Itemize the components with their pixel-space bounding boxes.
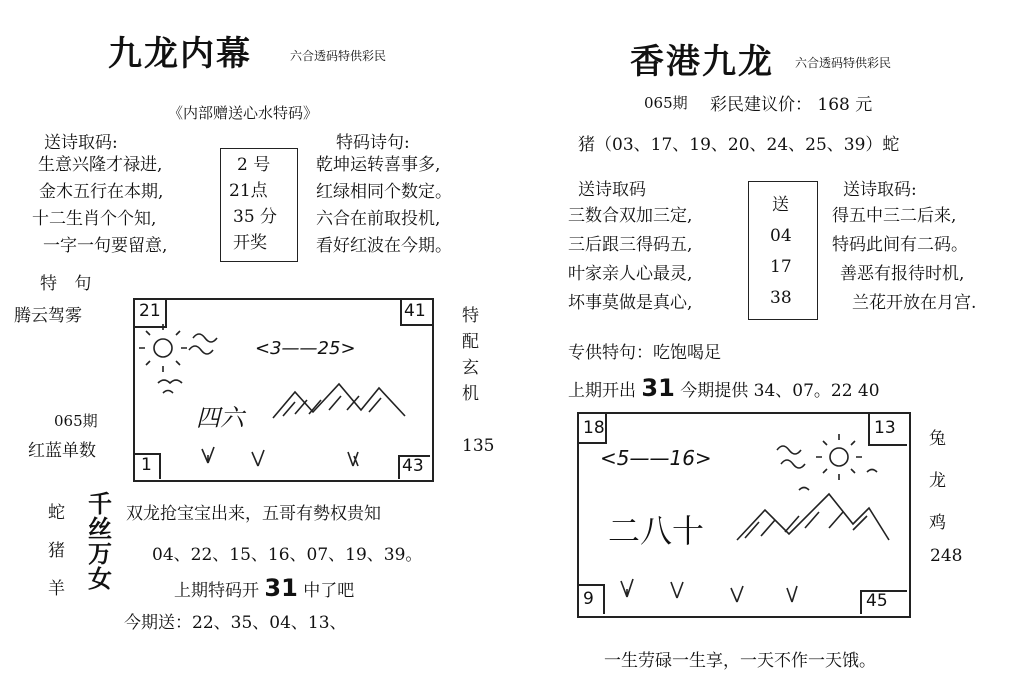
poem-line: 乾坤运转喜事多,	[316, 155, 441, 175]
last-suffix: 中了吧	[303, 581, 355, 601]
sun-icon	[830, 448, 848, 466]
cloud-icon	[189, 334, 217, 354]
poem-line: 一字一句要留意,	[43, 236, 168, 256]
right-subtitle: 六合透码特供彩民	[795, 56, 892, 70]
right-range: <5——16>	[600, 446, 712, 470]
left-corner-bl: 1	[141, 455, 152, 475]
side-char: 配	[462, 332, 479, 352]
last-number: 31	[641, 374, 675, 402]
left-poem-right	[316, 152, 452, 260]
draw-date: 2 号	[237, 155, 271, 175]
handwritten-big	[88, 492, 112, 592]
poem-line: 十二生肖个个知,	[32, 209, 157, 229]
left-last-draw	[174, 574, 354, 602]
poem-line: 红绿相同个数定。	[316, 182, 452, 202]
side-char: 机	[462, 384, 479, 404]
right-side-vertical	[929, 418, 946, 544]
right-poem-left-title: 送诗取码	[578, 180, 646, 200]
te-ju-label: 特 句	[40, 274, 98, 294]
poem-line: 善恶有报待时机,	[840, 264, 965, 284]
send-label: 送	[772, 195, 789, 215]
right-last-draw	[568, 374, 880, 402]
left-line1: 双龙抢宝宝出来，五哥有勢权贵知	[126, 504, 381, 524]
last-suffix: 今期提供 34、07。22 40	[680, 381, 880, 401]
right-poem-right	[832, 202, 976, 318]
side-char: 兔	[929, 429, 946, 449]
right-poem-left	[568, 202, 692, 318]
right-issue: 065期	[644, 94, 688, 112]
right-special: 专供特句：吃饱喝足	[568, 343, 721, 363]
poem-line: 兰花开放在月宫.	[852, 293, 977, 313]
zodiac-char: 蛇	[48, 503, 65, 523]
left-poem-right-title: 特码诗句:	[336, 133, 410, 153]
right-corner-tr: 13	[874, 418, 896, 438]
poem-line: 坏事莫做是真心,	[568, 293, 693, 313]
side-char: 特	[462, 306, 479, 326]
poem-line: 叶家亲人心最灵,	[568, 264, 693, 284]
left-poem-left-title: 送诗取码:	[44, 133, 118, 153]
left-title: 九龙内幕	[108, 34, 252, 74]
right-footer: 一生劳碌一生享，一天不作一天饿。	[604, 651, 876, 671]
left-zodiac	[48, 494, 65, 608]
bird-icon	[158, 380, 182, 393]
hand-char: 千	[88, 490, 112, 518]
side-char: 玄	[462, 358, 479, 378]
poem-line: 三数合双加三定,	[568, 206, 693, 226]
left-today: 今期送：22、35、04、13、	[124, 613, 347, 633]
last-prefix: 上期特码开	[174, 581, 259, 601]
poem-line: 看好红波在今期。	[316, 236, 452, 256]
right-corner-br: 45	[866, 591, 888, 611]
left-issue-text: 红蓝单数	[28, 441, 96, 461]
draw-hour: 21点	[229, 181, 268, 201]
send-number: 38	[770, 288, 792, 308]
last-prefix: 上期开出	[568, 381, 636, 401]
right-sketch	[577, 412, 907, 614]
bird-icon	[799, 470, 877, 491]
left-line2: 04、22、15、16、07、19、39。	[152, 545, 423, 565]
right-corner-bl: 9	[583, 589, 594, 609]
cloud-icon	[777, 446, 805, 468]
poem-line: 得五中三二后来,	[832, 206, 957, 226]
draw-minute: 35 分	[233, 207, 278, 227]
right-poem-right-title: 送诗取码:	[843, 180, 917, 200]
left-side-vertical	[462, 303, 479, 407]
left-poem-left	[32, 152, 168, 260]
send-box-numbers	[770, 190, 792, 314]
grass-icon	[621, 579, 797, 602]
poem-line: 生意兴隆才禄进,	[38, 155, 163, 175]
last-number: 31	[264, 574, 298, 602]
left-heading: 《内部赠送心水特码》	[168, 104, 319, 122]
send-number: 17	[770, 257, 792, 277]
left-subtitle: 六合透码特供彩民	[290, 49, 387, 63]
side-char: 鸡	[929, 513, 946, 533]
left-side-number: 135	[462, 436, 495, 456]
left-word: 四六	[196, 404, 244, 432]
right-word: 二八十	[608, 512, 705, 550]
zodiac-char: 猪	[48, 541, 65, 561]
poem-line: 三后跟三得码五,	[568, 235, 693, 255]
left-issue: 065期	[54, 412, 98, 430]
side-char: 龙	[929, 471, 946, 491]
left-corner-tl: 21	[139, 301, 161, 321]
hand-char: 丝	[88, 515, 112, 543]
left-corner-tr: 41	[404, 301, 426, 321]
right-pig-numbers: 猪（03、17、19、20、24、25、39）蛇	[578, 135, 900, 155]
right-title: 香港九龙	[630, 42, 774, 82]
poem-line: 特码此间有二码。	[832, 235, 968, 255]
te-ju-text: 腾云驾雾	[14, 306, 82, 326]
draw-label: 开奖	[233, 233, 267, 253]
hand-char: 万	[88, 540, 112, 568]
mountain-icon	[273, 384, 405, 418]
left-corner-br: 43	[402, 456, 424, 476]
right-side-number: 248	[930, 546, 963, 566]
send-number: 04	[770, 226, 792, 246]
right-corner-tl: 18	[583, 418, 605, 438]
poem-line: 六合在前取投机,	[316, 209, 441, 229]
draw-time-text	[229, 152, 277, 256]
grass-icon	[202, 447, 358, 466]
zodiac-char: 羊	[48, 579, 65, 599]
poem-line: 金木五行在本期,	[39, 182, 164, 202]
left-range: <3——25>	[255, 338, 356, 359]
right-price: 彩民建议价： 168 元	[710, 95, 873, 115]
sun-icon	[154, 339, 172, 357]
hand-char: 女	[88, 565, 112, 593]
left-sketch	[133, 298, 430, 478]
